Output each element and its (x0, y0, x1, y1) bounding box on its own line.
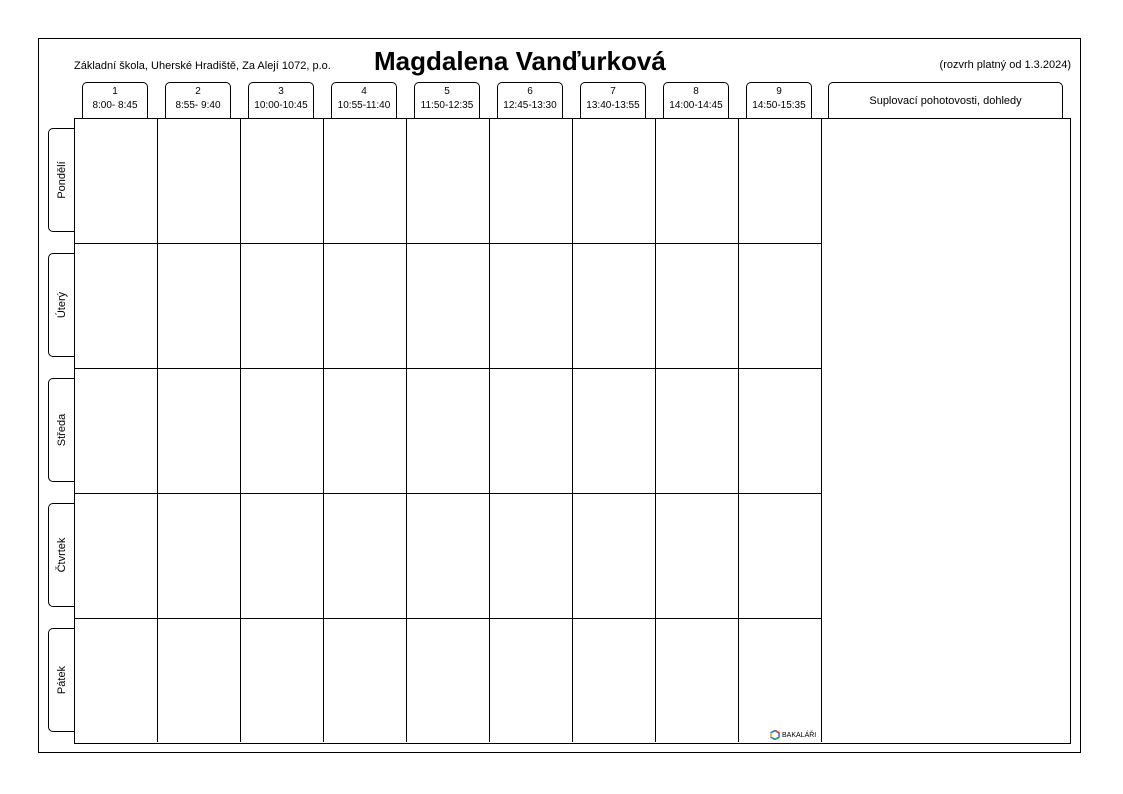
period-header (248, 82, 314, 118)
bakalari-logo-icon (770, 730, 780, 740)
school-name: Základní škola, Uherské Hradiště, Za Alejí 1072, p.o. (74, 60, 331, 72)
timetable-grid (74, 118, 1071, 744)
period-time: 8:00- 8:45 (92, 100, 138, 111)
grid-row-line (75, 618, 822, 619)
period-number: 2 (195, 86, 201, 97)
grid-column-line (406, 119, 407, 742)
grid-row-line (75, 368, 822, 369)
period-header (746, 82, 812, 118)
period-time: 13:40-13:55 (586, 100, 640, 111)
period-number: 8 (693, 86, 699, 97)
teacher-name: Magdalena Vanďurková (374, 46, 666, 76)
schedule-valid-from: (rozvrh platný od 1.3.2024) (939, 59, 1071, 71)
supplementary-duty-header: Suplovací pohotovosti, dohledy (828, 82, 1063, 118)
grid-column-line (157, 119, 158, 742)
day-label: Pátek (55, 665, 68, 695)
period-number: 7 (610, 86, 616, 97)
day-label: Úterý (55, 291, 68, 319)
day-label: Středa (55, 413, 68, 447)
period-number: 3 (278, 86, 284, 97)
day-tab (48, 128, 74, 232)
bakalari-logo-text: BAKALÁŘI (782, 731, 817, 739)
day-label: Čtvrtek (55, 537, 68, 573)
period-time: 11:50-12:35 (420, 100, 474, 111)
period-time: 8:55- 9:40 (175, 100, 221, 111)
period-number: 5 (444, 86, 450, 97)
day-tab (48, 378, 74, 482)
grid-row-line (75, 243, 822, 244)
period-header (165, 82, 231, 118)
period-number: 6 (527, 86, 533, 97)
period-header (497, 82, 563, 118)
period-time: 12:45-13:30 (503, 100, 557, 111)
period-header (331, 82, 397, 118)
period-number: 9 (776, 86, 782, 97)
grid-column-line (655, 119, 656, 742)
period-header (663, 82, 729, 118)
day-label: Pondělí (55, 161, 68, 199)
period-time: 14:00-14:45 (669, 100, 723, 111)
grid-column-line (323, 119, 324, 742)
period-header (82, 82, 148, 118)
day-tab (48, 253, 74, 357)
grid-column-line (489, 119, 490, 742)
period-number: 4 (361, 86, 367, 97)
bakalari-logo (770, 730, 816, 740)
grid-column-line (821, 119, 822, 742)
grid-column-line (572, 119, 573, 742)
grid-column-line (738, 119, 739, 742)
period-time: 14:50-15:35 (752, 100, 806, 111)
period-header (580, 82, 646, 118)
period-time: 10:55-11:40 (337, 100, 391, 111)
period-number: 1 (112, 86, 118, 97)
grid-column-line (240, 119, 241, 742)
period-header (414, 82, 480, 118)
grid-row-line (75, 493, 822, 494)
day-tab (48, 628, 74, 732)
period-time: 10:00-10:45 (254, 100, 308, 111)
day-tab (48, 503, 74, 607)
